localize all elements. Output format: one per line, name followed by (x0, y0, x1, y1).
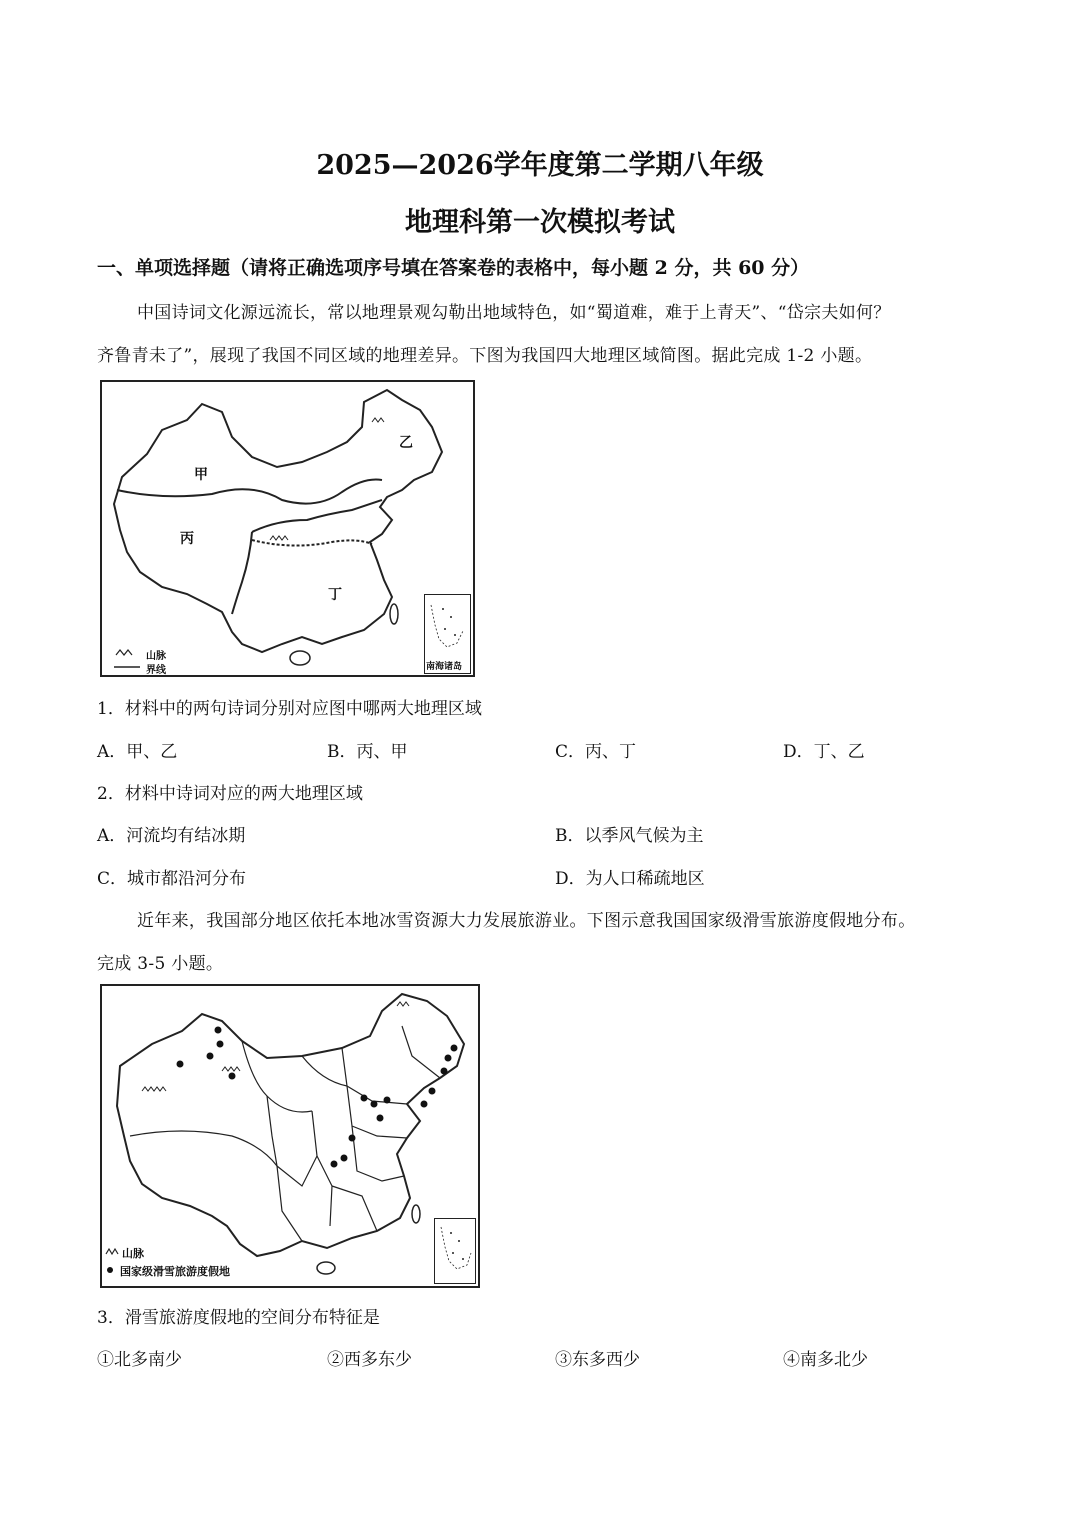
south-china-sea-inset (424, 594, 471, 674)
inset-islands-graphic-2 (435, 1219, 475, 1283)
section-heading: 一、单项选择题（请将正确选项序号填在答案卷的表格中，每小题 2 分，共 60 分） (97, 257, 810, 279)
q1-option-b[interactable]: B．丙、甲 (327, 742, 408, 762)
q2-stem: 2．材料中诗词对应的两大地理区域 (97, 784, 363, 804)
q3-choice-2[interactable]: ②西多东少 (327, 1350, 412, 1370)
q1-stem: 1．材料中的两句诗词分别对应图中哪两大地理区域 (97, 699, 482, 719)
region-label-bing: 丙 (180, 531, 194, 547)
q2-option-c[interactable]: C．城市都沿河分布 (97, 869, 247, 889)
passage2-line2: 完成 3-5 小题。 (97, 954, 224, 974)
region-label-jia: 甲 (194, 467, 208, 483)
china-outline-map (102, 382, 473, 675)
map-four-regions (100, 380, 475, 677)
legend-boundary-label: 界线 (146, 665, 166, 676)
passage1-line2: 齐鲁青未了”，展现了我国不同区域的地理差异。下图为我国四大地理区域简图。据此完成 1-2 小题。 (97, 346, 873, 366)
q3-choice-1[interactable]: ①北多南少 (97, 1350, 182, 1370)
q2-option-b[interactable]: B．以季风气候为主 (555, 826, 704, 846)
q3-stem: 3．滑雪旅游度假地的空间分布特征是 (97, 1308, 380, 1328)
legend-resort-label: 国家级滑雪旅游度假地 (120, 1265, 230, 1278)
passage1-line1: 中国诗词文化源远流长，常以地理景观勾勒出地域特色，如“蜀道难，难于上青天”、“岱宗夫如何？ (137, 303, 891, 323)
q1-option-a[interactable]: A．甲、乙 (97, 742, 178, 762)
q1-option-d[interactable]: D．丁、乙 (783, 742, 865, 762)
map-ski-resorts (100, 984, 480, 1288)
region-label-ding: 丁 (328, 587, 342, 603)
south-china-sea-inset-2 (434, 1218, 476, 1284)
exam-title-line1: 2025—2026学年度第二学期八年级 (316, 150, 764, 181)
inset-islands-graphic (425, 595, 470, 659)
q2-option-d[interactable]: D．为人口稀疏地区 (555, 869, 705, 889)
q3-choice-3[interactable]: ③东多西少 (555, 1350, 640, 1370)
q1-option-c[interactable]: C．丙、丁 (555, 742, 637, 762)
region-label-yi: 乙 (399, 435, 413, 451)
legend-mountain-label-2: 山脉 (122, 1247, 144, 1260)
legend-mountain-label: 山脉 (146, 651, 166, 662)
exam-title-line2: 地理科第一次模拟考试 (405, 207, 675, 238)
q2-option-a[interactable]: A．河流均有结冰期 (97, 826, 246, 846)
q3-choice-4[interactable]: ④南多北少 (783, 1350, 868, 1370)
china-province-map (102, 986, 478, 1286)
passage2-line1: 近年来，我国部分地区依托本地冰雪资源大力发展旅游业。下图示意我国国家级滑雪旅游度假地分布。 (137, 911, 916, 931)
inset-label: 南海诸岛 (426, 662, 463, 672)
